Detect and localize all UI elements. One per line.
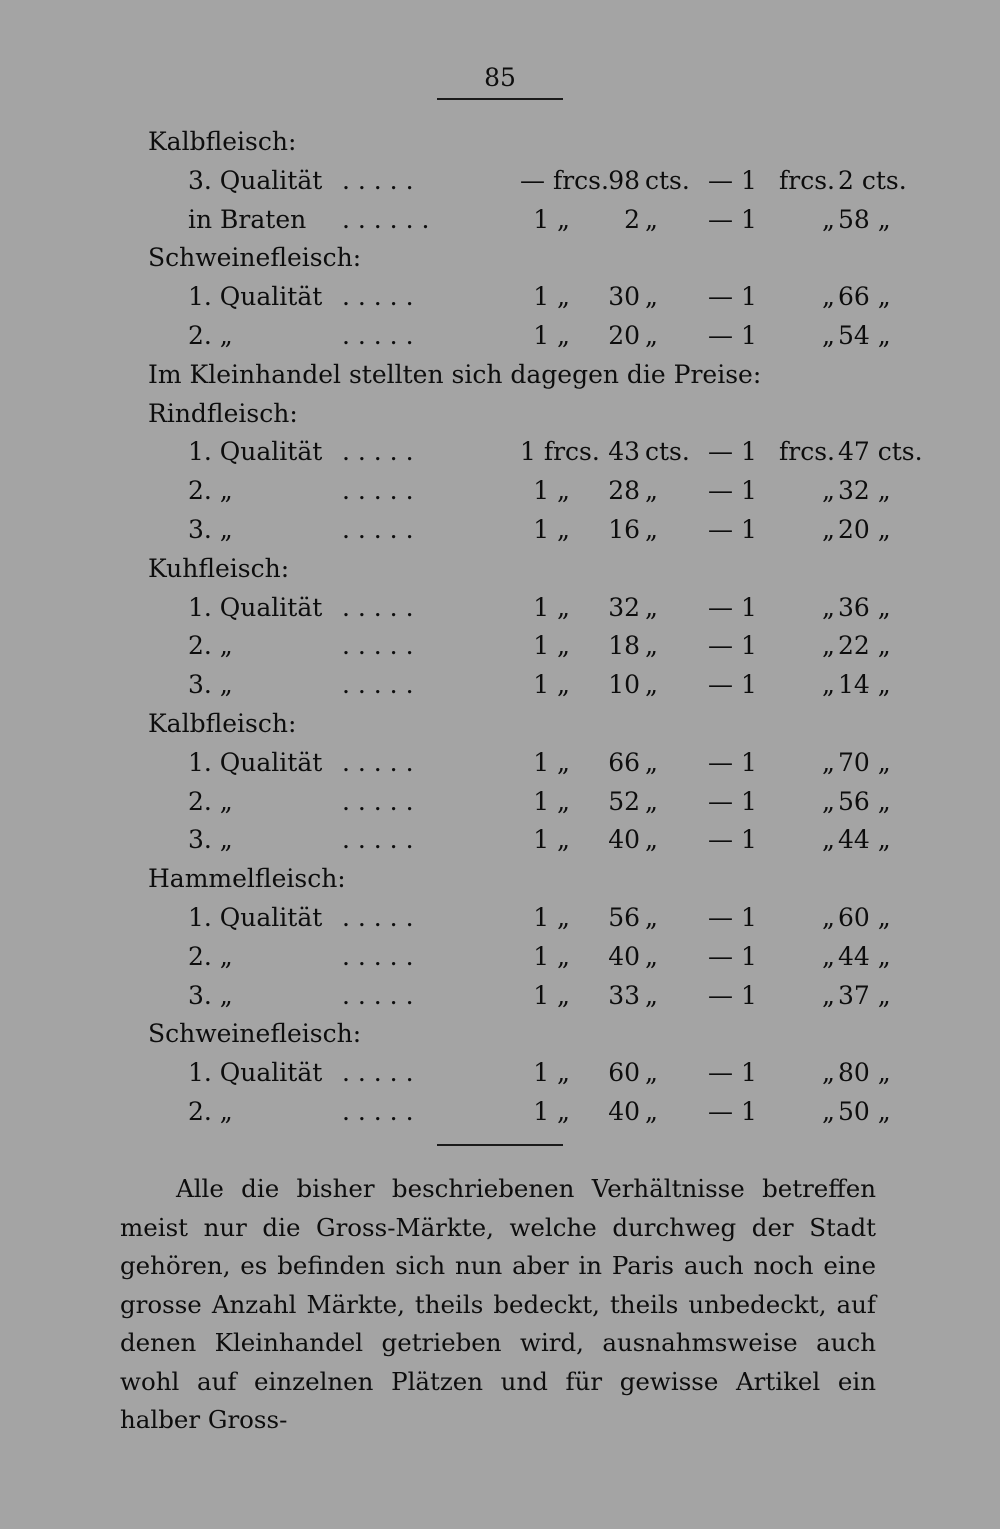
price-row (0, 628, 1000, 664)
price-to-unit: frcs. (779, 437, 835, 467)
leader-dots: . . . . . (342, 165, 414, 195)
price-from-francs: 1 „ (533, 204, 570, 234)
category-heading (0, 240, 1000, 276)
leader-dots: . . . . . (342, 282, 414, 312)
price-to-francs: — 1 (708, 282, 757, 312)
leader-dots: . . . . . . (342, 204, 430, 234)
quality-label: 2. „ (188, 941, 233, 971)
price-from-cents: 56 (608, 903, 640, 932)
quality-label: in Braten (188, 204, 307, 234)
section-divider (437, 1144, 563, 1146)
price-from-cents: 28 (608, 476, 640, 506)
price-to-cents: 56 „ (838, 786, 891, 816)
price-row (0, 279, 1000, 315)
price-from-francs: 1 „ (533, 825, 570, 855)
price-to-cents: 66 „ (838, 282, 891, 312)
price-row (0, 939, 1000, 975)
page-number-rule (437, 98, 563, 100)
price-from-unit: „ (645, 282, 658, 312)
price-from-francs: 1 „ (533, 321, 570, 350)
category-heading-text: Schweinefleisch: (148, 1019, 362, 1049)
price-from-francs: 1 frcs. (520, 437, 600, 467)
quality-label: 1. Qualität (188, 592, 323, 622)
price-to-cents: 60 „ (838, 903, 891, 932)
quality-label: 1. Qualität (188, 437, 323, 467)
leader-dots: . . . . . (342, 980, 414, 1010)
category-heading (0, 396, 1000, 432)
price-to-cents: 50 „ (838, 1097, 891, 1126)
price-to-unit: „ (822, 592, 835, 622)
price-from-unit: „ (645, 321, 658, 350)
price-to-francs: — 1 (708, 825, 757, 855)
price-from-unit: „ (645, 670, 658, 700)
price-row (0, 434, 1000, 470)
price-from-unit: „ (645, 825, 658, 855)
table-sentence-text: Im Kleinhandel stellten sich dagegen die Preise: (148, 359, 762, 389)
price-from-cents: 52 (608, 786, 640, 816)
price-from-unit: „ (645, 980, 658, 1010)
price-to-unit: „ (822, 476, 835, 506)
price-to-unit: „ (822, 980, 835, 1010)
category-heading (0, 124, 1000, 160)
quality-label: 3. „ (188, 515, 233, 544)
quality-label: 1. Qualität (188, 1058, 323, 1088)
leader-dots: . . . . . (342, 592, 414, 622)
category-heading (0, 861, 1000, 897)
price-from-unit: cts. (645, 437, 690, 467)
price-to-francs: — 1 (708, 786, 757, 816)
price-from-cents: 40 (608, 941, 640, 971)
quality-label: 2. „ (188, 321, 233, 350)
price-from-francs: 1 „ (533, 980, 570, 1010)
price-row (0, 202, 1000, 238)
price-from-unit: „ (645, 786, 658, 816)
price-to-cents: 20 „ (838, 515, 891, 544)
price-from-francs: 1 „ (533, 631, 570, 661)
price-from-francs: 1 „ (533, 515, 570, 544)
price-from-cents: 60 (608, 1058, 640, 1088)
price-from-cents: 2 (624, 204, 640, 234)
leader-dots: . . . . . (342, 476, 414, 506)
price-to-unit: „ (822, 825, 835, 855)
price-from-unit: „ (645, 1097, 658, 1126)
price-from-francs: 1 „ (533, 476, 570, 506)
price-to-francs: — 1 (708, 321, 757, 350)
category-heading (0, 551, 1000, 587)
price-to-francs: — 1 (708, 437, 757, 467)
price-from-cents: 66 (608, 747, 640, 777)
leader-dots: . . . . . (342, 1058, 414, 1088)
price-to-cents: 2 cts. (838, 165, 907, 195)
price-to-cents: 36 „ (838, 592, 891, 622)
price-to-cents: 32 „ (838, 476, 891, 506)
price-to-unit: „ (822, 1097, 835, 1126)
price-to-cents: 44 „ (838, 941, 891, 971)
price-to-unit: „ (822, 786, 835, 816)
category-heading (0, 1016, 1000, 1052)
price-to-unit: „ (822, 941, 835, 971)
price-from-unit: „ (645, 476, 658, 506)
price-to-unit: „ (822, 1058, 835, 1088)
quality-label: 1. Qualität (188, 747, 323, 777)
category-heading-text: Kuhfleisch: (148, 553, 290, 583)
page-number: 85 (484, 63, 516, 92)
quality-label: 1. Qualität (188, 903, 323, 932)
price-row (0, 473, 1000, 509)
price-to-francs: — 1 (708, 980, 757, 1010)
body-paragraph: Alle die bisher beschriebenen Verhältnisse betreffen meist nur die Gross-Märkte, welche durchweg der Stadt gehören, es befinden sich nun aber in Paris auch noch eine grosse Anzahl Märkte, theils bedeckt, theils unbedeckt, auf denen Kleinhandel getrieben wird, ausnahmsweise auch wohl auf einzelnen Plätzen und für gewisse Artikel ein halber Gross- (120, 1174, 876, 1434)
quality-label: 1. Qualität (188, 282, 323, 312)
price-to-unit: „ (822, 515, 835, 544)
quality-label: 3. „ (188, 980, 233, 1010)
leader-dots: . . . . . (342, 631, 414, 661)
price-to-francs: — 1 (708, 165, 757, 195)
quality-label: 2. „ (188, 476, 233, 506)
price-from-cents: 16 (608, 515, 640, 544)
category-heading (0, 706, 1000, 742)
quality-label: 3. „ (188, 825, 233, 855)
price-to-unit: „ (822, 747, 835, 777)
price-row (0, 978, 1000, 1014)
price-from-francs: 1 „ (533, 903, 570, 932)
price-to-francs: — 1 (708, 903, 757, 932)
price-from-francs: — frcs. (520, 165, 609, 195)
price-to-cents: 22 „ (838, 631, 891, 661)
price-to-cents: 54 „ (838, 321, 891, 350)
category-heading-text: Rindfleisch: (148, 398, 298, 428)
price-from-cents: 33 (608, 980, 640, 1010)
quality-label: 2. „ (188, 1097, 233, 1126)
price-to-cents: 70 „ (838, 747, 891, 777)
price-to-cents: 44 „ (838, 825, 891, 855)
price-to-unit: „ (822, 321, 835, 350)
leader-dots: . . . . . (342, 515, 414, 544)
price-from-cents: 30 (608, 282, 640, 312)
price-from-cents: 43 (608, 437, 640, 467)
price-row (0, 590, 1000, 626)
price-row (0, 318, 1000, 354)
price-to-cents: 47 cts. (838, 437, 923, 467)
category-heading-text: Kalbfleisch: (148, 709, 297, 738)
price-from-francs: 1 „ (533, 1058, 570, 1088)
price-to-unit: „ (822, 282, 835, 312)
price-from-cents: 40 (608, 1097, 640, 1126)
category-heading-text: Kalbfleisch: (148, 127, 297, 156)
price-to-cents: 80 „ (838, 1058, 891, 1088)
price-from-unit: „ (645, 903, 658, 932)
price-row (0, 745, 1000, 781)
price-to-unit: „ (822, 204, 835, 234)
price-row (0, 163, 1000, 199)
price-from-cents: 10 (608, 670, 640, 700)
price-from-unit: „ (645, 747, 658, 777)
price-row (0, 822, 1000, 858)
leader-dots: . . . . . (342, 903, 414, 932)
leader-dots: . . . . . (342, 1097, 414, 1126)
price-from-francs: 1 „ (533, 282, 570, 312)
price-to-unit: frcs. (779, 165, 835, 195)
price-from-unit: cts. (645, 165, 690, 195)
price-from-unit: „ (645, 631, 658, 661)
table-sentence (0, 357, 1000, 393)
price-to-francs: — 1 (708, 631, 757, 661)
price-row (0, 512, 1000, 548)
price-to-francs: — 1 (708, 941, 757, 971)
price-from-francs: 1 „ (533, 670, 570, 700)
price-from-francs: 1 „ (533, 592, 570, 622)
price-row (0, 784, 1000, 820)
category-heading-text: Schweinefleisch: (148, 243, 362, 273)
price-to-francs: — 1 (708, 670, 757, 700)
price-from-cents: 40 (608, 825, 640, 855)
leader-dots: . . . . . (342, 941, 414, 971)
price-from-cents: 32 (608, 592, 640, 622)
quality-label: 2. „ (188, 631, 233, 661)
price-to-cents: 14 „ (838, 670, 891, 700)
price-from-francs: 1 „ (533, 941, 570, 971)
leader-dots: . . . . . (342, 670, 414, 700)
price-to-francs: — 1 (708, 1097, 757, 1126)
leader-dots: . . . . . (342, 786, 414, 816)
price-row (0, 1055, 1000, 1091)
price-to-unit: „ (822, 631, 835, 661)
price-row (0, 1094, 1000, 1130)
price-from-cents: 20 (608, 321, 640, 350)
category-heading-text: Hammelfleisch: (148, 864, 346, 894)
quality-label: 3. Qualität (188, 165, 323, 195)
leader-dots: . . . . . (342, 825, 414, 855)
price-to-francs: — 1 (708, 515, 757, 544)
price-row (0, 900, 1000, 936)
price-to-unit: „ (822, 670, 835, 700)
price-row (0, 667, 1000, 703)
price-to-cents: 37 „ (838, 980, 891, 1010)
price-to-cents: 58 „ (838, 204, 891, 234)
price-from-unit: „ (645, 515, 658, 544)
price-to-francs: — 1 (708, 1058, 757, 1088)
price-from-unit: „ (645, 941, 658, 971)
price-to-unit: „ (822, 903, 835, 932)
price-from-unit: „ (645, 204, 658, 234)
price-to-francs: — 1 (708, 747, 757, 777)
leader-dots: . . . . . (342, 437, 414, 467)
price-to-francs: — 1 (708, 476, 757, 506)
price-from-francs: 1 „ (533, 786, 570, 816)
price-from-unit: „ (645, 592, 658, 622)
quality-label: 3. „ (188, 670, 233, 700)
price-from-francs: 1 „ (533, 747, 570, 777)
price-to-francs: — 1 (708, 204, 757, 234)
quality-label: 2. „ (188, 786, 233, 816)
price-from-cents: 18 (608, 631, 640, 661)
leader-dots: . . . . . (342, 321, 414, 350)
price-to-francs: — 1 (708, 592, 757, 622)
price-from-unit: „ (645, 1058, 658, 1088)
price-from-francs: 1 „ (533, 1097, 570, 1126)
price-from-cents: 98 (608, 165, 640, 195)
leader-dots: . . . . . (342, 747, 414, 777)
